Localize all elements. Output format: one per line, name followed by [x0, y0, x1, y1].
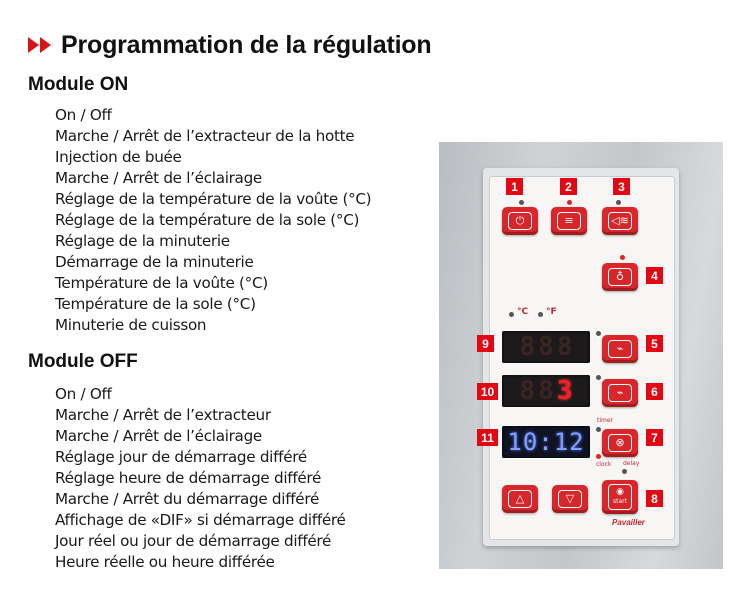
list-item: On / Off: [55, 106, 112, 124]
triangle-up-icon: △: [508, 490, 532, 508]
list-item: Réglage heure de démarrage différé: [55, 469, 322, 487]
list-item: Marche / Arrêt de l’extracteur de la hotte: [55, 127, 355, 145]
status-led: [616, 200, 621, 205]
unit-celsius-label: °C: [517, 307, 529, 317]
badge-8: 8: [646, 490, 663, 507]
timer-display-text: 10:12: [507, 428, 585, 456]
sole-temperature-display: [502, 375, 590, 407]
timer-display: [502, 426, 590, 458]
steam-injection-button[interactable]: [602, 207, 638, 235]
module-off-heading: Module OFF: [28, 351, 138, 372]
celsius-led: [509, 312, 514, 317]
display-digit: 3: [556, 376, 573, 406]
badge-5: 5: [646, 335, 663, 352]
list-item: Injection de buée: [55, 148, 182, 166]
power-button[interactable]: [502, 207, 538, 235]
double-arrow-icon: [28, 37, 51, 53]
badge-3: 3: [613, 178, 630, 195]
display-digit: 8: [538, 376, 554, 406]
badge-1: 1: [506, 178, 523, 195]
vault-heating-icon: ⌁: [608, 340, 632, 358]
badge-2: 2: [560, 178, 577, 195]
steam-icon: ◁≋: [608, 212, 632, 230]
badge-11: 11: [477, 429, 498, 446]
controller-panel: [489, 176, 675, 540]
list-item: Température de la sole (°C): [55, 295, 256, 313]
list-item: Marche / Arrêt de l’éclairage: [55, 427, 262, 445]
list-item: Réglage jour de démarrage différé: [55, 448, 307, 466]
status-led: [596, 331, 601, 336]
start-symbol-icon: ◉: [616, 487, 624, 497]
display-digit: 8: [538, 332, 554, 362]
display-digit: 8: [556, 332, 573, 362]
timer-icon: ⊗: [608, 434, 632, 452]
badge-7: 7: [646, 429, 663, 446]
increase-button[interactable]: [502, 485, 538, 513]
fahrenheit-led: [538, 312, 543, 317]
hood-extractor-button[interactable]: [551, 207, 587, 235]
display-digit: 8: [519, 332, 536, 362]
vault-temperature-button[interactable]: [602, 335, 638, 363]
badge-10: 10: [477, 383, 498, 400]
power-icon: ⏻: [508, 212, 532, 230]
lightbulb-icon: ♁: [608, 268, 632, 286]
badge-4: 4: [646, 267, 663, 284]
list-item: Heure réelle ou heure différée: [55, 553, 275, 571]
display-digit: 8: [519, 376, 536, 406]
status-led: [567, 200, 572, 205]
sole-temperature-button[interactable]: [602, 379, 638, 407]
module-on-list: [55, 105, 371, 336]
unit-fahrenheit-label: °F: [546, 307, 557, 317]
triangle-down-icon: ▽: [558, 490, 582, 508]
start-button[interactable]: [602, 480, 638, 514]
sole-heating-icon: ⌁: [608, 384, 632, 402]
list-item: Réglage de la température de la voûte (°C): [55, 190, 372, 208]
controller-photo: [439, 142, 723, 569]
list-item: Température de la voûte (°C): [55, 274, 268, 292]
list-item: Marche / Arrêt de l’éclairage: [55, 169, 262, 187]
timer-button[interactable]: [602, 429, 638, 457]
page-title-text: Programmation de la régulation: [61, 30, 432, 59]
start-label: start: [613, 498, 627, 505]
badge-6: 6: [646, 383, 663, 400]
list-item: Démarrage de la minuterie: [55, 253, 254, 271]
delay-led: [622, 469, 627, 474]
list-item: Réglage de la minuterie: [55, 232, 230, 250]
list-item: Marche / Arrêt de l’extracteur: [55, 406, 271, 424]
badge-9: 9: [477, 335, 494, 352]
status-led: [596, 375, 601, 380]
page-title: [28, 28, 431, 62]
decrease-button[interactable]: [552, 485, 588, 513]
clock-led: [596, 454, 601, 459]
clock-label: clock: [596, 461, 612, 468]
extractor-icon: ≡: [557, 212, 581, 230]
timer-led: [596, 427, 601, 432]
module-on-heading: Module ON: [28, 74, 129, 95]
list-item: Jour réel ou jour de démarrage différé: [55, 532, 332, 550]
start-icon: [608, 484, 632, 510]
module-off-list: [55, 384, 346, 573]
brand-logo: Pavailler: [612, 518, 645, 527]
list-item: Affichage de «DIF» si démarrage différé: [55, 511, 346, 529]
lighting-button[interactable]: [602, 263, 638, 291]
list-item: Minuterie de cuisson: [55, 316, 207, 334]
delay-label: delay: [623, 460, 640, 467]
status-led: [620, 255, 625, 260]
list-item: Marche / Arrêt du démarrage différé: [55, 490, 319, 508]
status-led: [519, 200, 524, 205]
vault-temperature-display: [502, 331, 590, 363]
list-item: On / Off: [55, 385, 112, 403]
timer-label: timer: [597, 417, 614, 424]
list-item: Réglage de la température de la sole (°C): [55, 211, 360, 229]
